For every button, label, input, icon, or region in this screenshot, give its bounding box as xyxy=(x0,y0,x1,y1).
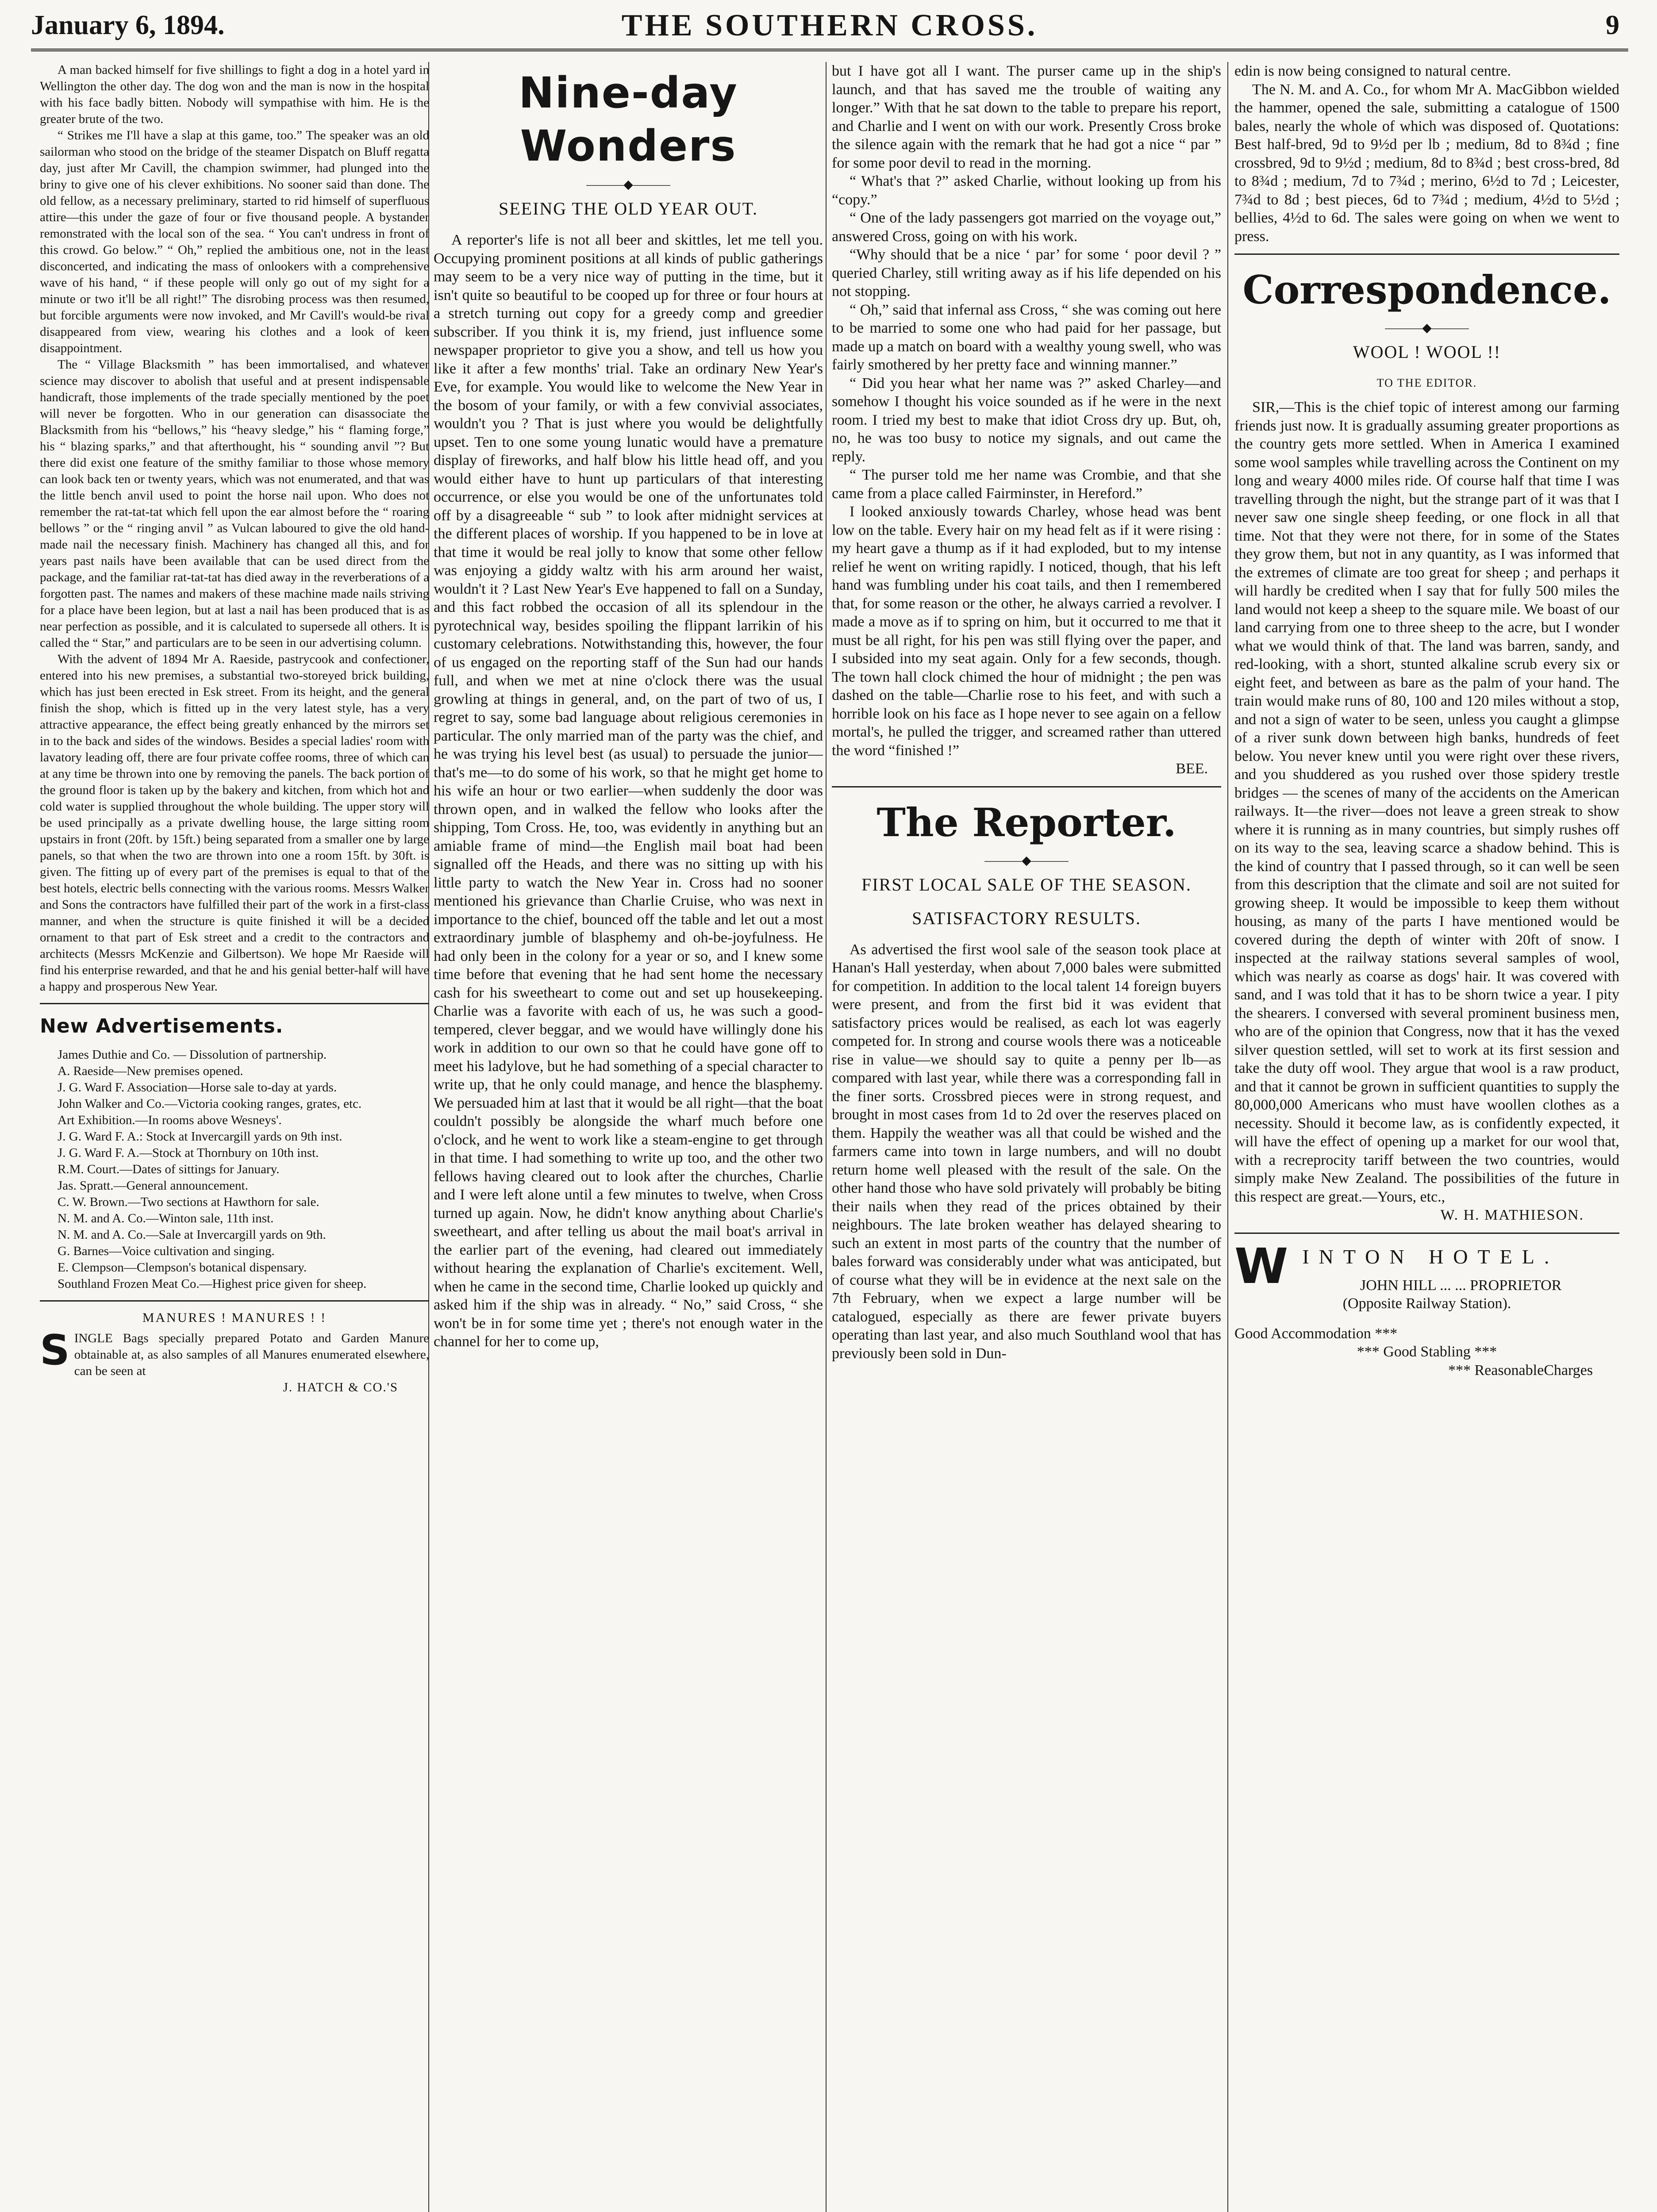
list-item: C. W. Brown.—Two sections at Hawthorn for sale. xyxy=(58,1195,319,1209)
drop-cap: S xyxy=(40,1326,70,1375)
list-item: A. Raeside—New premises opened. xyxy=(58,1064,243,1078)
section-heading-correspondence: Correspondence. xyxy=(1242,267,1611,313)
author-signature: BEE. xyxy=(1176,760,1208,777)
section-heading-nine-day-wonders: Nine-day Wonders xyxy=(519,68,738,171)
paragraph: but I have got all I want. The purser came up in the ship's launch, and that has saved me the trouble of waiting any longer.” With that he sat down to the table to prepare his report, and Charlie and I went on with our work. Presently Cross broke the silence again with the remark that he had got a nice “ par ” for some poor devil to read in the morning. xyxy=(832,63,1221,171)
divider xyxy=(832,786,1221,787)
list-item: N. M. and A. Co.—Winton sale, 11th inst. xyxy=(58,1211,274,1225)
paragraph: “ The purser told me her name was Crombie, and that she came from a place called Fairminster, in Hereford.” xyxy=(832,467,1221,502)
winton-line: *** Good Stabling *** xyxy=(1357,1344,1497,1360)
column-rule xyxy=(1227,62,1228,2212)
article-subheading: SATISFACTORY RESULTS. xyxy=(912,908,1141,928)
ornament: ———◆——— xyxy=(586,178,670,192)
letter-subheading: WOOL ! WOOL !! xyxy=(1353,342,1501,362)
paragraph: “Why should that be a nice ‘ par’ for some ‘ poor devil ? ” queried Charley, still writing away as if his life depended on his not stopping. xyxy=(832,246,1221,300)
paragraph: The “ Village Blacksmith ” has been immortalised, and whatever science may discover to abolish that useful and at present indispensable handicraft, those implements of the trade specially mentioned by the poet will never be forgotten. Who in our generation can disassociate the Blacksmith from his “bellows,” his “heavy sledge,” his “ flaming forge,” his “ blazing sparks,” and that afterthought, his “ sounding anvil ”? But there did exist one feature of the smithy familiar to those whose memory can look back ten or twenty years, which was not enumerated, and that was the little bench anvil used to point the horse nail upon. Who does not remember the rat-tat-tat which fell upon the ear almost before the “ roaring bellows ” or the “ ringing anvil ” as Vulcan laboured to give the old hand-made nail the necessary finish. Machinery has changed all this, and for years past nails have been available that can be used direct from the package, and the familiar rat-tat-tat has died away in the reverberations of a forgotten past. The names and makers of these machine made nails striving for a place have been legion, but at last a nail has been produced that is as near perfection as possible, and it is calculated to supersede all others. It is called the “ Star,” and particulars are to be seen in our advertising column. xyxy=(40,357,429,650)
manures-ad-title: MANURES ! MANURES ! ! xyxy=(142,1310,327,1325)
article-subheading: SEEING THE OLD YEAR OUT. xyxy=(498,199,758,219)
newspaper-title: THE SOUTHERN CROSS. xyxy=(621,8,1038,42)
article-subheading: FIRST LOCAL SALE OF THE SEASON. xyxy=(861,874,1192,895)
article-body: As advertised the first wool sale of the season took place at Hanan's Hall yesterday, when about 7,000 bales were submitted for competition. In addition to the local talent 14 foreign buyers were present, and from the first bid it was evident that satisfactory prices would be realised, as each lot was eagerly competed for. In strong and course wools there was a noticeable rise in value—we should say to quite a penny per lb—as compared with last year, while there was a corresponding fall in the finer sorts. Crossbred pieces were in strong request, and brought in most cases from 1d to 2d over the reserves placed on them. Happily the weather was all that could be wished and the farmers came into town in large numbers, and will no doubt return home well pleased with the result of the sale. On the other hand those who have sold privately will probably be biting their nails when they read of the prices obtained by their neighbours. The late broken weather has delayed shearing to such an extent in most parts of the country that the number of bales forward was considerably under what was anticipated, but of course what they will be in evidence at the next sale on the 7th February, when we expect a large number will be catalogued, especially as there are fewer private buyers operating than last year, and also much Southland wool that has previously been sold in Dun- xyxy=(832,941,1221,1362)
winton-line: *** ReasonableCharges xyxy=(1448,1362,1593,1379)
drop-cap: W xyxy=(1234,1237,1298,1294)
divider xyxy=(40,1300,429,1302)
paragraph: “ Strikes me I'll have a slap at this game, too.” The speaker was an old sailorman who stood on the bridge of the steamer Dispatch on Bluff regatta day, just after Mr Cavill, the champion swimmer, had plunged into the briny to give one of his clever exhibitions. No sooner said than done. The old fellow, as a necessary preliminary, started to rid himself of superfluous attire—this under the gaze of four or five thousand people. A bystander remonstrated with the local son of the sea. “ You can't undress in front of this crowd. Go below.” “ Oh,” replied the ambitious one, not in the least disconcerted, and indicating the mass of onlookers with a comprehensive wave of his hand, “ if these people will only go out of my sight for a minute or two it'll be all right!” The disrobing process was then resumed, but forcible arguments were now invoked, and Mr Cavill's would-be rival disappeared from view, wearing his clothes and a look of keen disappointment. xyxy=(40,128,429,355)
list-item: Southland Frozen Meat Co.—Highest price given for sheep. xyxy=(58,1277,367,1291)
list-item: J. G. Ward F. A.—Stock at Thornbury on 10th inst. xyxy=(58,1146,319,1160)
paragraph: I looked anxiously towards Charley, whose head was bent low on the table. Every hair on my head felt as if it were rising : my heart gave a thump as if it had exploded, but to my intense relief he went on writing rapidly. I noticed, though, that his left hand was fumbling under his coat tails, and then I remembered that, for some reason or the other, he always carried a revolver. I made a move as if to spring on him, but it occurred to me that it must be all right, for his pen was still flying over the paper, and I subsided into my seat again. Only for a few seconds, though. The town hall clock chimed the hour of midnight ; the pen was dashed on the table—Charlie rose to his feet, and with such a horrible look on his face as I hope never to see again on a fellow mortal's, he pulled the trigger, and screamed rather than uttered the word “finished !” xyxy=(832,503,1221,759)
column-4 xyxy=(1234,62,1619,2212)
article-body: A reporter's life is not all beer and skittles, let me tell you. Occupying prominent positions at all kinds of public gatherings may seem to be a very nice way of putting in the time, but it isn't quite so beautiful to be cooped up for three or four hours at a stretch turning out copy for a greedy comp and greedier subscriber. If you think it is, my friend, just influence some newspaper proprietor to give you a show, and tell us how you like it after a few months' trial. Take an ordinary New Year's Eve, for example. You would like to welcome the New Year in the bosom of your family, or with a few convivial associates, wouldn't you ? That is just where you would be delightfully upset. Ten to one some young lunatic would have a premature display of fireworks, and half blow his little head off, and you would either have to hunt up particulars of that interesting occurrence, or else you would be one of the unfortunates told off by a disagreeable “ sub ” to look after midnight services at the different places of worship. If you happened to be in love at that time it would be real jolly to know that some other fellow was enjoying a giddy waltz with his arm around her waist, wouldn't it ? Last New Year's Eve happened to fall on a Sunday, and this fact robbed the occasion of all its splendour in the pyrotechnical way, besides spoiling the flippant larrikin of his customary celebrations. Notwithstanding this, however, the four of us engaged on the reporting staff of the Sun had our hands full, and when we met at nine o'clock there was the usual growling at things in general, and, on the part of two of us, I regret to say, some bad language about religious ceremonies in particular. The only married man of the party was the chief, and he was trying his level best (as usual) to persuade the junior—that's me—to do some of his work, so that he might get home to his wife an hour or two earlier—when suddenly the door was thrown open, and in walked the fellow who looks after the shipping, Tom Cross. He, too, was evidently in anything but an amiable frame of mind—the English mail boat had been signalled off the Heads, and there was no sitting up with his little party to watch the New Year in. Cross had no sooner mentioned his grievance than Charlie Cruise, who was next in importance to the chief, bounced off the table and let out a most extraordinary jumble of blasphemy and oh-be-joyfulness. He had only been in the colony for a year or so, and I knew some time before that evening that he had sent home the necessary cash for his sweetheart to come out and set up housekeeping. Charlie was a favorite with each of us, he was such a good-tempered, clever beggar, and we would have willingly done his work in addition to our own so that he could have gone off to meet his ladylove, but he had something of a special character to write up, that he only could manage, and hence the blasphemy. We persuaded him at last that it would be all right—that the boat couldn't possibly be alongside the wharf much before one o'clock, and he went to work like a steam-engine to get through in that time. I had something to write up too, and the other two fellows having cleared out to look after the churches, Charlie and I were left alone until a few minutes to twelve, when Cross turned up again. Now, he didn't know anything about Charlie's sweetheart, and after telling us about the mail boat's arrival in the earlier part of the evening, had cleared out immediately without hearing the explanation of Charlie's excitement. Well, when he came in the second time, Charlie looked up quickly and asked him if the ship was in already. “ No,” said Cross, “ she won't be in for some time yet ; there's not enough water in the channel for her to come up, xyxy=(434,232,823,1350)
paragraph: The N. M. and A. Co., for whom Mr A. MacGibbon wielded the hammer, opened the sale, submitting a catalogue of 1500 bales, nearly the whole of which was disposed of. Quotations: Best half-bred, 9d to 9½d per lb ; medium, 8d to 8¾d ; fine crossbred, 9d to 9½d ; medium, 8d to 8¾d ; best cross-bred, 8d to 8¾d ; medium, 7d to 7¾d ; merino, 6½d to 7d ; Leicester, 7¾d to 8d ; best pieces, 6d to 7¾d ; medium, 4½d to 5½d ; bellies, 4½d to 6d. The sales were going on when we went to press. xyxy=(1234,81,1619,245)
column-3 xyxy=(832,62,1221,2212)
manures-ad-signature: J. HATCH & CO.'S xyxy=(283,1380,398,1394)
divider xyxy=(1234,1233,1619,1234)
divider xyxy=(1234,253,1619,255)
advertisement-list xyxy=(40,1047,429,1292)
to-the-editor: TO THE EDITOR. xyxy=(1376,376,1477,389)
letter-body: SIR,—This is the chief topic of interest among our farming friends just now. It is gradually assuming greater proportions as the country gets more settled. When in America I examined some wool samples while travelling across the Continent on my long and weary 4000 miles ride. Of course half that time I was travelling through the night, but the strange part of it was that I never saw one single sheep feeding, or one flock in all that time. Not that they were not there, for in some of the States they grow them, but not in any quantity, as I was informed that the extremes of climate are too great for sheep ; and perhaps it will hardly be credited when I say that for fully 500 miles the land would not keep a sheep to the square mile. We boast of our land carrying from one to three sheep to the acre, but I wonder what we would think of that. The land was barren, sandy, and red-looking, with a short, stunted alkaline scrub every six or eight feet, and between as bare as the palm of your hand. The train would make runs of 80, 100 and 120 miles without a stop, and not a sign of water to be seen, unless you caught a glimpse of a river sunk down between high banks, hundreds of feet below. You never knew until you were right over these rivers, and you shuddered as you rushed over those spidery trestle bridges — the scenes of many of the accidents on the American railways. It—the river—does not leave a green streak to show where it is running as in many countries, but simply rushes off on its way to the sea, leaving scarce a shadow behind. This is the kind of country that I passed through, so it can well be seen from this description that the climate and soil are not suited for growing sheep. It would be impossible to keep them without housing, as many of the parts I have mentioned would be covered during the depth of winter with 20ft of snow. I inspected at the railway stations several samples of wool, which was nearly as coarse as dogs' hair. It was covered with sand, and I was told that it has to be shorn twice a year. I pity the shearers. I conversed with several prominent business men, who are of the opinion that Congress, now that it has the vexed silver question settled, will set to work at its first session and take the duty off wool. They argue that wool is a raw product, and that it cannot be grown in sufficient quantities to supply the 80,000,000 Americans who must have woollen clothes as a necessity. Should it become law, as is confidently expected, it will have the effect of opening up a market for our wool that, with a recreprocity tariff between the two countries, would simply make New Zealand. The possibilities of the future in this respect are great.—Yours, etc., xyxy=(1234,399,1619,1205)
list-item: Jas. Spratt.—General announcement. xyxy=(58,1179,248,1193)
winton-hotel-ad-title: WINTON HOTEL. xyxy=(1234,1237,1559,1294)
paragraph: “ One of the lady passengers got married on the voyage out,” answered Cross, going on with his work. xyxy=(832,210,1221,245)
paragraph: “ Oh,” said that infernal ass Cross, “ she was coming out here to be married to some one who had paid for her passage, but made up a match on board with a wealthy young swell, who was fairly smothered by her pretty face and winning manner.” xyxy=(832,301,1221,373)
paragraph: “ What's that ?” asked Charlie, without looking up from his “copy.” xyxy=(832,173,1221,208)
ornament: ———◆——— xyxy=(984,853,1069,868)
list-item: E. Clempson—Clempson's botanical dispensary. xyxy=(58,1260,307,1275)
divider xyxy=(40,1003,429,1004)
column-1 xyxy=(40,62,429,2212)
paragraph: A man backed himself for five shillings to fight a dog in a hotel yard in Wellington the other day. The dog won and the man is now in the hospital with his face badly bitten. Nobody will sympathise with him. He is the greater brute of the two. xyxy=(40,63,429,126)
paragraph: edin is now being consigned to natural centre. xyxy=(1234,63,1511,79)
ornament: ———◆——— xyxy=(1385,321,1469,335)
winton-line: Good Accommodation *** xyxy=(1234,1325,1398,1342)
winton-proprietor: JOHN HILL ... ... PROPRIETOR xyxy=(1360,1277,1562,1294)
section-heading-the-reporter: The Reporter. xyxy=(877,799,1176,845)
list-item: N. M. and A. Co.—Sale at Invercargill yards on 9th. xyxy=(58,1228,326,1242)
section-heading-new-advertisements: New Advertisements. xyxy=(40,1015,284,1037)
paragraph: With the advent of 1894 Mr A. Raeside, pastrycook and confectioner, entered into his new premises, a substantial two-storeyed brick building, which has just been erected in Esk street. From its height, and the general finish the shop, which is fitted up in the very latest style, has a very attractive appearance, the effect being greatly enhanced by the mirrors set in to the back and sides of the windows. Besides a special ladies' room with lavatory leading off, there are four private coffee rooms, three of which can at any time be thrown into one by removing the panels. The back portion of the ground floor is taken up by the bakery and kitchen, from which hot and cold water is supplied throughout the whole building. The upper story will be used principally as a private dwelling house, the large sitting room upstairs in front (20ft. by 15ft.) being separated from a smaller one by large panels, so that when the two are thrown into one a room 15ft. by 30ft. is given. The fitting up of every part of the premises is equal to that of the best hotels, electric bells connecting with the various rooms. Messrs Walker and Sons the contractors have fulfilled their part of the work in a first-class manner, and when the structure is quite finished it will be a decided ornament to that part of Esk street and a credit to the contractors and architects (Messrs McKenzie and Gilbertson). We hope Mr Raeside will find his enterprise rewarded, and that he and his genial better-half will have a happy and prosperous New Year. xyxy=(40,652,429,994)
masthead xyxy=(31,4,1628,51)
column-rule xyxy=(826,62,827,2212)
list-item: J. G. Ward F. Association—Horse sale to-day at yards. xyxy=(58,1080,337,1094)
list-item: G. Barnes—Voice cultivation and singing. xyxy=(58,1244,275,1258)
paragraph: “ Did you hear what her name was ?” asked Charley—and somehow I thought his voice sounded as if he were in the next room. I tried my best to make that idiot Cross dry up. But, oh, no, he was too busy to notice my signals, and out came the reply. xyxy=(832,375,1221,465)
list-item: R.M. Court.—Dates of sittings for January. xyxy=(58,1162,280,1176)
winton-location: (Opposite Railway Station). xyxy=(1342,1295,1511,1312)
list-item: James Duthie and Co. — Dissolution of partnership. xyxy=(58,1048,327,1062)
page-number: 9 xyxy=(1606,10,1619,40)
letter-signature: W. H. MATHIESON. xyxy=(1440,1207,1584,1223)
list-item: Art Exhibition.—In rooms above Wesneys'. xyxy=(58,1113,282,1127)
column-2 xyxy=(434,62,823,2212)
issue-date: January 6, 1894. xyxy=(31,10,225,40)
list-item: J. G. Ward F. A.: Stock at Invercargill yards on 9th inst. xyxy=(58,1129,342,1144)
list-item: John Walker and Co.—Victoria cooking ranges, grates, etc. xyxy=(58,1097,362,1111)
manures-ad-text: SINGLE Bags specially prepared Potato and Garden Manure obtainable at, as also samples of all Manures enumerated elsewhere, can be seen at xyxy=(40,1326,429,1378)
